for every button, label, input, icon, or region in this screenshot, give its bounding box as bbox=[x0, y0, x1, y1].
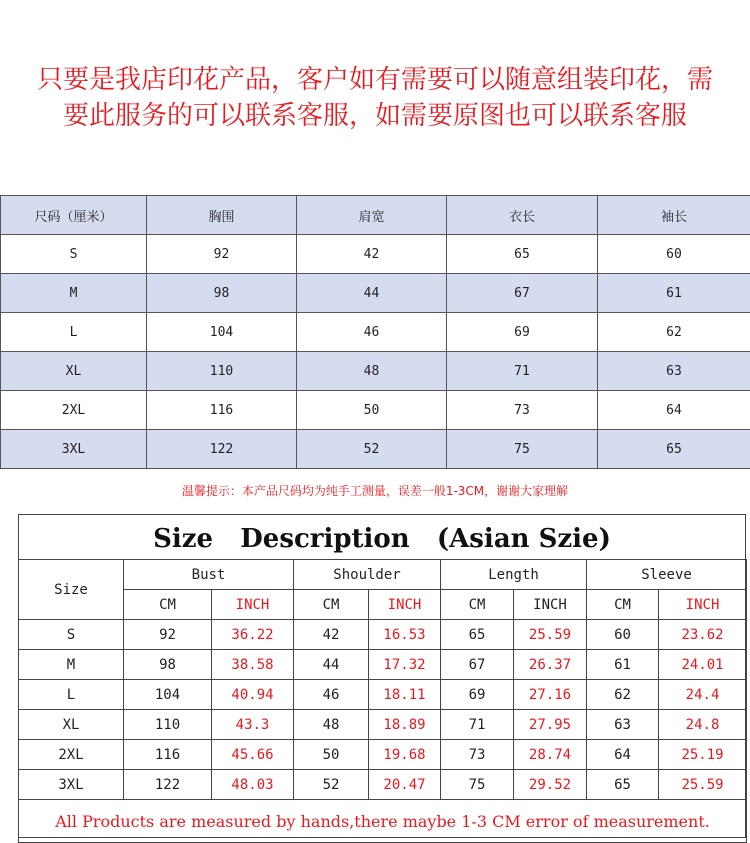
size-description-title: Size Description (Asian Szie) bbox=[19, 515, 745, 559]
table-row bbox=[19, 650, 747, 680]
cell: 28.74 bbox=[514, 740, 587, 770]
table-row bbox=[1, 352, 750, 391]
cell: 25.19 bbox=[659, 740, 747, 770]
group-header-sleeve: Sleeve bbox=[587, 560, 747, 590]
cell: 46 bbox=[297, 313, 447, 352]
cell: 64 bbox=[598, 391, 750, 430]
cell: 71 bbox=[447, 352, 598, 391]
cell: 73 bbox=[441, 740, 514, 770]
cell: 122 bbox=[147, 430, 297, 469]
cell: 61 bbox=[598, 274, 750, 313]
cell: 23.62 bbox=[659, 620, 747, 650]
english-size-chart bbox=[18, 514, 746, 838]
cell: XL bbox=[1, 352, 147, 391]
table-row bbox=[19, 770, 747, 800]
cell: 3XL bbox=[19, 770, 124, 800]
cell: 65 bbox=[587, 770, 659, 800]
cell: 104 bbox=[124, 680, 212, 710]
cell: 69 bbox=[441, 680, 514, 710]
cell: M bbox=[1, 274, 147, 313]
cell: 18.11 bbox=[369, 680, 441, 710]
cell: 110 bbox=[124, 710, 212, 740]
cn-header-sleeve: 袖长 bbox=[598, 196, 750, 235]
notice-line-1: 只要是我店印花产品，客户如有需要可以随意组装印花，需 bbox=[0, 62, 750, 98]
cell: 24.8 bbox=[659, 710, 747, 740]
cell: 92 bbox=[147, 235, 297, 274]
cell: 29.52 bbox=[514, 770, 587, 800]
cell: M bbox=[19, 650, 124, 680]
cn-header-bust: 胸围 bbox=[147, 196, 297, 235]
unit-cm: CM bbox=[587, 590, 659, 620]
cell: 50 bbox=[294, 740, 369, 770]
cell: 73 bbox=[447, 391, 598, 430]
table-row bbox=[1, 313, 750, 352]
table-row bbox=[1, 274, 750, 313]
unit-cm: CM bbox=[124, 590, 212, 620]
cell: 27.95 bbox=[514, 710, 587, 740]
cell: 48 bbox=[294, 710, 369, 740]
group-header-bust: Bust bbox=[124, 560, 294, 590]
cell: 63 bbox=[587, 710, 659, 740]
cell: 61 bbox=[587, 650, 659, 680]
cell: 65 bbox=[598, 430, 750, 469]
cell: 69 bbox=[447, 313, 598, 352]
cell: 64 bbox=[587, 740, 659, 770]
cell: 44 bbox=[294, 650, 369, 680]
group-header-row bbox=[19, 560, 747, 590]
table-row bbox=[19, 680, 747, 710]
cell: 52 bbox=[294, 770, 369, 800]
cell: 2XL bbox=[19, 740, 124, 770]
cell: 43.3 bbox=[212, 710, 294, 740]
cell: 38.58 bbox=[212, 650, 294, 680]
cell: 36.22 bbox=[212, 620, 294, 650]
cell: 44 bbox=[297, 274, 447, 313]
cell: 42 bbox=[297, 235, 447, 274]
cell: 65 bbox=[441, 620, 514, 650]
cell: 17.32 bbox=[369, 650, 441, 680]
cell: 62 bbox=[587, 680, 659, 710]
cell: S bbox=[1, 235, 147, 274]
cell: 40.94 bbox=[212, 680, 294, 710]
cell: 52 bbox=[297, 430, 447, 469]
measurement-disclaimer: All Products are measured by hands,there maybe 1-3 CM error of measurement. bbox=[19, 800, 747, 843]
notice-line-2: 要此服务的可以联系客服，如需要原图也可以联系客服 bbox=[0, 98, 750, 134]
cell: 25.59 bbox=[659, 770, 747, 800]
english-size-table bbox=[18, 559, 747, 843]
table-row bbox=[1, 391, 750, 430]
cell: 75 bbox=[447, 430, 598, 469]
size-header: Size bbox=[19, 560, 124, 620]
unit-cm: CM bbox=[294, 590, 369, 620]
cell: 48.03 bbox=[212, 770, 294, 800]
footer-row bbox=[19, 800, 747, 843]
table-row bbox=[19, 740, 747, 770]
unit-inch: INCH bbox=[514, 590, 587, 620]
cn-header-size: 尺码（厘米） bbox=[1, 196, 147, 235]
cell: 67 bbox=[447, 274, 598, 313]
cell: L bbox=[1, 313, 147, 352]
cell: 26.37 bbox=[514, 650, 587, 680]
store-notice bbox=[0, 62, 750, 134]
table-row bbox=[1, 430, 750, 469]
cell: 71 bbox=[441, 710, 514, 740]
table-row bbox=[19, 620, 747, 650]
cell: 116 bbox=[147, 391, 297, 430]
cell: 18.89 bbox=[369, 710, 441, 740]
cell: 67 bbox=[441, 650, 514, 680]
cell: 46 bbox=[294, 680, 369, 710]
cell: 104 bbox=[147, 313, 297, 352]
unit-header-row bbox=[19, 590, 747, 620]
cell: 24.4 bbox=[659, 680, 747, 710]
cell: 50 bbox=[297, 391, 447, 430]
cell: 60 bbox=[598, 235, 750, 274]
cell: 98 bbox=[147, 274, 297, 313]
cell: S bbox=[19, 620, 124, 650]
measurement-tip: 温馨提示：本产品尺码均为纯手工测量，误差一般1-3CM，谢谢大家理解 bbox=[0, 482, 750, 499]
unit-cm: CM bbox=[441, 590, 514, 620]
group-header-shoulder: Shoulder bbox=[294, 560, 441, 590]
cell: 45.66 bbox=[212, 740, 294, 770]
cell: 19.68 bbox=[369, 740, 441, 770]
cell: 92 bbox=[124, 620, 212, 650]
cell: 3XL bbox=[1, 430, 147, 469]
cn-header-row bbox=[1, 196, 750, 235]
cell: 62 bbox=[598, 313, 750, 352]
cell: 63 bbox=[598, 352, 750, 391]
cell: 110 bbox=[147, 352, 297, 391]
table-row bbox=[19, 710, 747, 740]
cell: 48 bbox=[297, 352, 447, 391]
cn-header-length: 衣长 bbox=[447, 196, 598, 235]
cell: XL bbox=[19, 710, 124, 740]
table-row bbox=[1, 235, 750, 274]
group-header-length: Length bbox=[441, 560, 587, 590]
chinese-size-table bbox=[0, 195, 750, 469]
cn-header-shoulder: 肩宽 bbox=[297, 196, 447, 235]
cell: 2XL bbox=[1, 391, 147, 430]
cell: 25.59 bbox=[514, 620, 587, 650]
cell: 65 bbox=[447, 235, 598, 274]
unit-inch: INCH bbox=[212, 590, 294, 620]
cell: 27.16 bbox=[514, 680, 587, 710]
cell: 20.47 bbox=[369, 770, 441, 800]
unit-inch: INCH bbox=[369, 590, 441, 620]
cell: 75 bbox=[441, 770, 514, 800]
cell: 60 bbox=[587, 620, 659, 650]
unit-inch: INCH bbox=[659, 590, 747, 620]
cell: 24.01 bbox=[659, 650, 747, 680]
cell: 42 bbox=[294, 620, 369, 650]
cell: 122 bbox=[124, 770, 212, 800]
cell: 16.53 bbox=[369, 620, 441, 650]
cell: 116 bbox=[124, 740, 212, 770]
cell: 98 bbox=[124, 650, 212, 680]
cell: L bbox=[19, 680, 124, 710]
